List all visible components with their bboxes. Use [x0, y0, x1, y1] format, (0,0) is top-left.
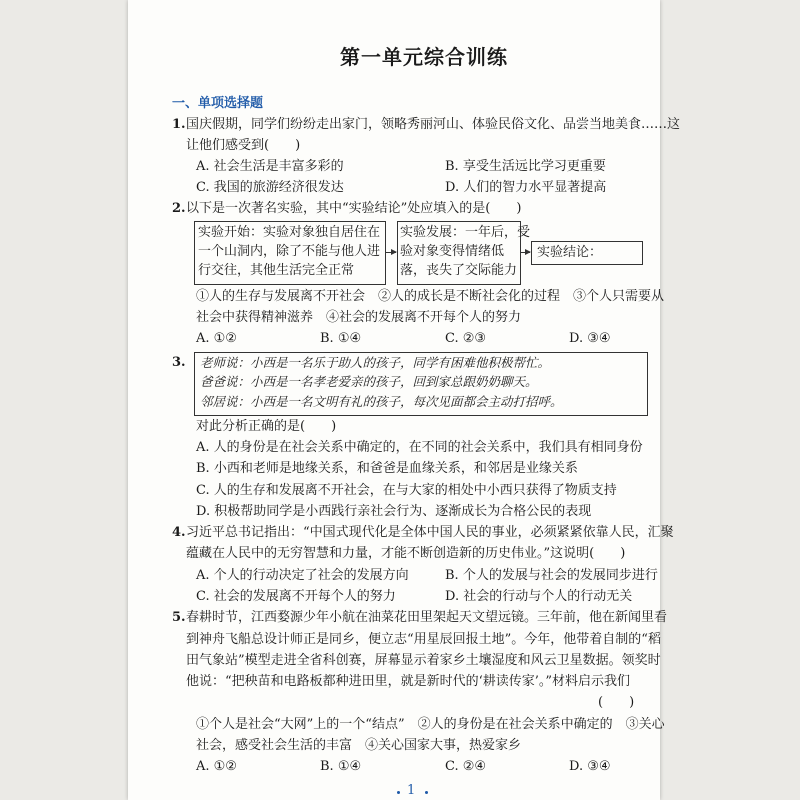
question-2-option-a: A. ①② [196, 331, 237, 346]
question-5-stem-line1: 春耕时节，江西婺源少年小航在油菜花田里架起天文望远镜。三年前，他在新闻里看 [186, 610, 668, 625]
question-5-statements-line1: ①个人是社会“大网”上的一个“结点” ②人的身份是在社会关系中确定的 ③关心 [196, 717, 665, 732]
question-5-option-d: D. ③④ [569, 759, 611, 774]
question-3-option-d: D. 积极帮助同学是小西践行亲社会行为、逐渐成长为合格公民的表现 [196, 504, 592, 519]
experiment-start-line3: 行交往，其他生活完全正常 [198, 263, 355, 278]
question-3-number: 3. [172, 355, 186, 370]
question-5-number: 5. [172, 610, 186, 625]
question-2-number: 2. [172, 201, 186, 216]
page-number-dot-left [397, 791, 400, 794]
question-4-option-a: A. 个人的行动决定了社会的发展方向 [196, 568, 409, 583]
question-3-option-c: C. 人的生存和发展离不开社会，在与大家的相处中小西只获得了物质支持 [196, 483, 617, 498]
question-4-number: 4. [172, 525, 186, 540]
question-5-answer-paren: ( ) [598, 695, 635, 710]
question-1-option-c: C. 我国的旅游经济很发达 [196, 180, 344, 195]
question-1-option-b: B. 享受生活远比学习更重要 [445, 159, 606, 174]
page-title: 第一单元综合训练 [340, 45, 508, 69]
question-4-stem-line1: 习近平总书记指出：“中国式现代化是全体中国人民的事业，必须紧紧依靠人民，汇聚 [186, 525, 674, 540]
question-3-stem: 对此分析正确的是( ) [196, 419, 337, 434]
question-2-statements-line2: 社会中获得精神滋养 ④社会的发展离不开每个人的努力 [196, 310, 522, 325]
section-heading: 一、单项选择题 [172, 96, 264, 111]
question-1-option-a: A. 社会生活是丰富多彩的 [196, 159, 344, 174]
question-4-option-d: D. 社会的行动与个人的行动无关 [445, 589, 633, 604]
question-5-statements-line2: 社会，感受社会生活的丰富 ④关心国家大事，热爱家乡 [196, 738, 522, 753]
question-2-option-b: B. ①④ [320, 331, 362, 346]
question-1-option-d: D. 人们的智力水平显著提高 [445, 180, 607, 195]
question-5-option-b: B. ①④ [320, 759, 362, 774]
question-5-option-a: A. ①② [196, 759, 237, 774]
father-quote: 爸爸说：小西是一名孝老爱亲的孩子，回到家总跟奶奶聊天。 [200, 374, 538, 389]
experiment-conclusion-label: 实验结论： [537, 245, 603, 260]
arrow-2 [520, 252, 530, 253]
neighbor-quote: 邻居说：小西是一名文明有礼的孩子，每次见面都会主动打招呼。 [200, 394, 563, 409]
question-2-option-c: C. ②③ [445, 331, 487, 346]
question-3-option-a: A. 人的身份是在社会关系中确定的，在不同的社会关系中，我们具有相同身份 [196, 440, 643, 455]
question-1-stem-line2: 让他们感受到( ) [186, 138, 301, 153]
experiment-start-line2: 一个山洞内，除了不能与他人进 [198, 244, 381, 259]
question-2-statements-line1: ①人的生存与发展离不开社会 ②人的成长是不断社会化的过程 ③个人只需要从 [196, 289, 665, 304]
experiment-development-line1: 实验发展：一年后，受 [400, 225, 531, 240]
question-4-option-b: B. 个人的发展与社会的发展同步进行 [445, 568, 658, 583]
experiment-start-line1: 实验开始：实验对象独自居住在 [198, 225, 381, 240]
experiment-development-line2: 验对象变得情绪低 [400, 244, 505, 259]
question-4-option-c: C. 社会的发展离不开每个人的努力 [196, 589, 396, 604]
question-1-number: 1. [172, 117, 186, 132]
question-5-stem-line4: 他说：“把秧苗和电路板都种进田里，就是新时代的‘耕读传家’。”材料启示我们 [186, 674, 631, 689]
teacher-quote: 老师说：小西是一名乐于助人的孩子，同学有困难他积极帮忙。 [200, 355, 551, 370]
question-5-option-c: C. ②④ [445, 759, 487, 774]
arrow-1 [385, 252, 396, 253]
experiment-development-line3: 落，丧失了交际能力 [400, 263, 518, 278]
page-number-dot-right [425, 791, 428, 794]
question-2-stem: 以下是一次著名实验，其中“实验结论”处应填入的是( ) [186, 201, 522, 216]
question-3-option-b: B. 小西和老师是地缘关系，和爸爸是血缘关系，和邻居是业缘关系 [196, 461, 578, 476]
question-2-option-d: D. ③④ [569, 331, 611, 346]
question-1-stem-line1: 国庆假期，同学们纷纷走出家门，领略秀丽河山、体验民俗文化、品尝当地美食……这 [186, 117, 681, 132]
question-4-stem-line2: 蕴藏在人民中的无穷智慧和力量，才能不断创造新的历史伟业。”这说明( ) [186, 546, 626, 561]
question-5-stem-line3: 田气象站”模型走进全省科创赛，屏幕显示着家乡土壤湿度和风云卫星数据。领奖时 [186, 653, 661, 668]
page-number: 1 [407, 783, 416, 798]
question-5-stem-line2: 到神舟飞船总设计师正是同乡，便立志“用星辰回报土地”。今年，他带着自制的“稻 [186, 632, 661, 647]
